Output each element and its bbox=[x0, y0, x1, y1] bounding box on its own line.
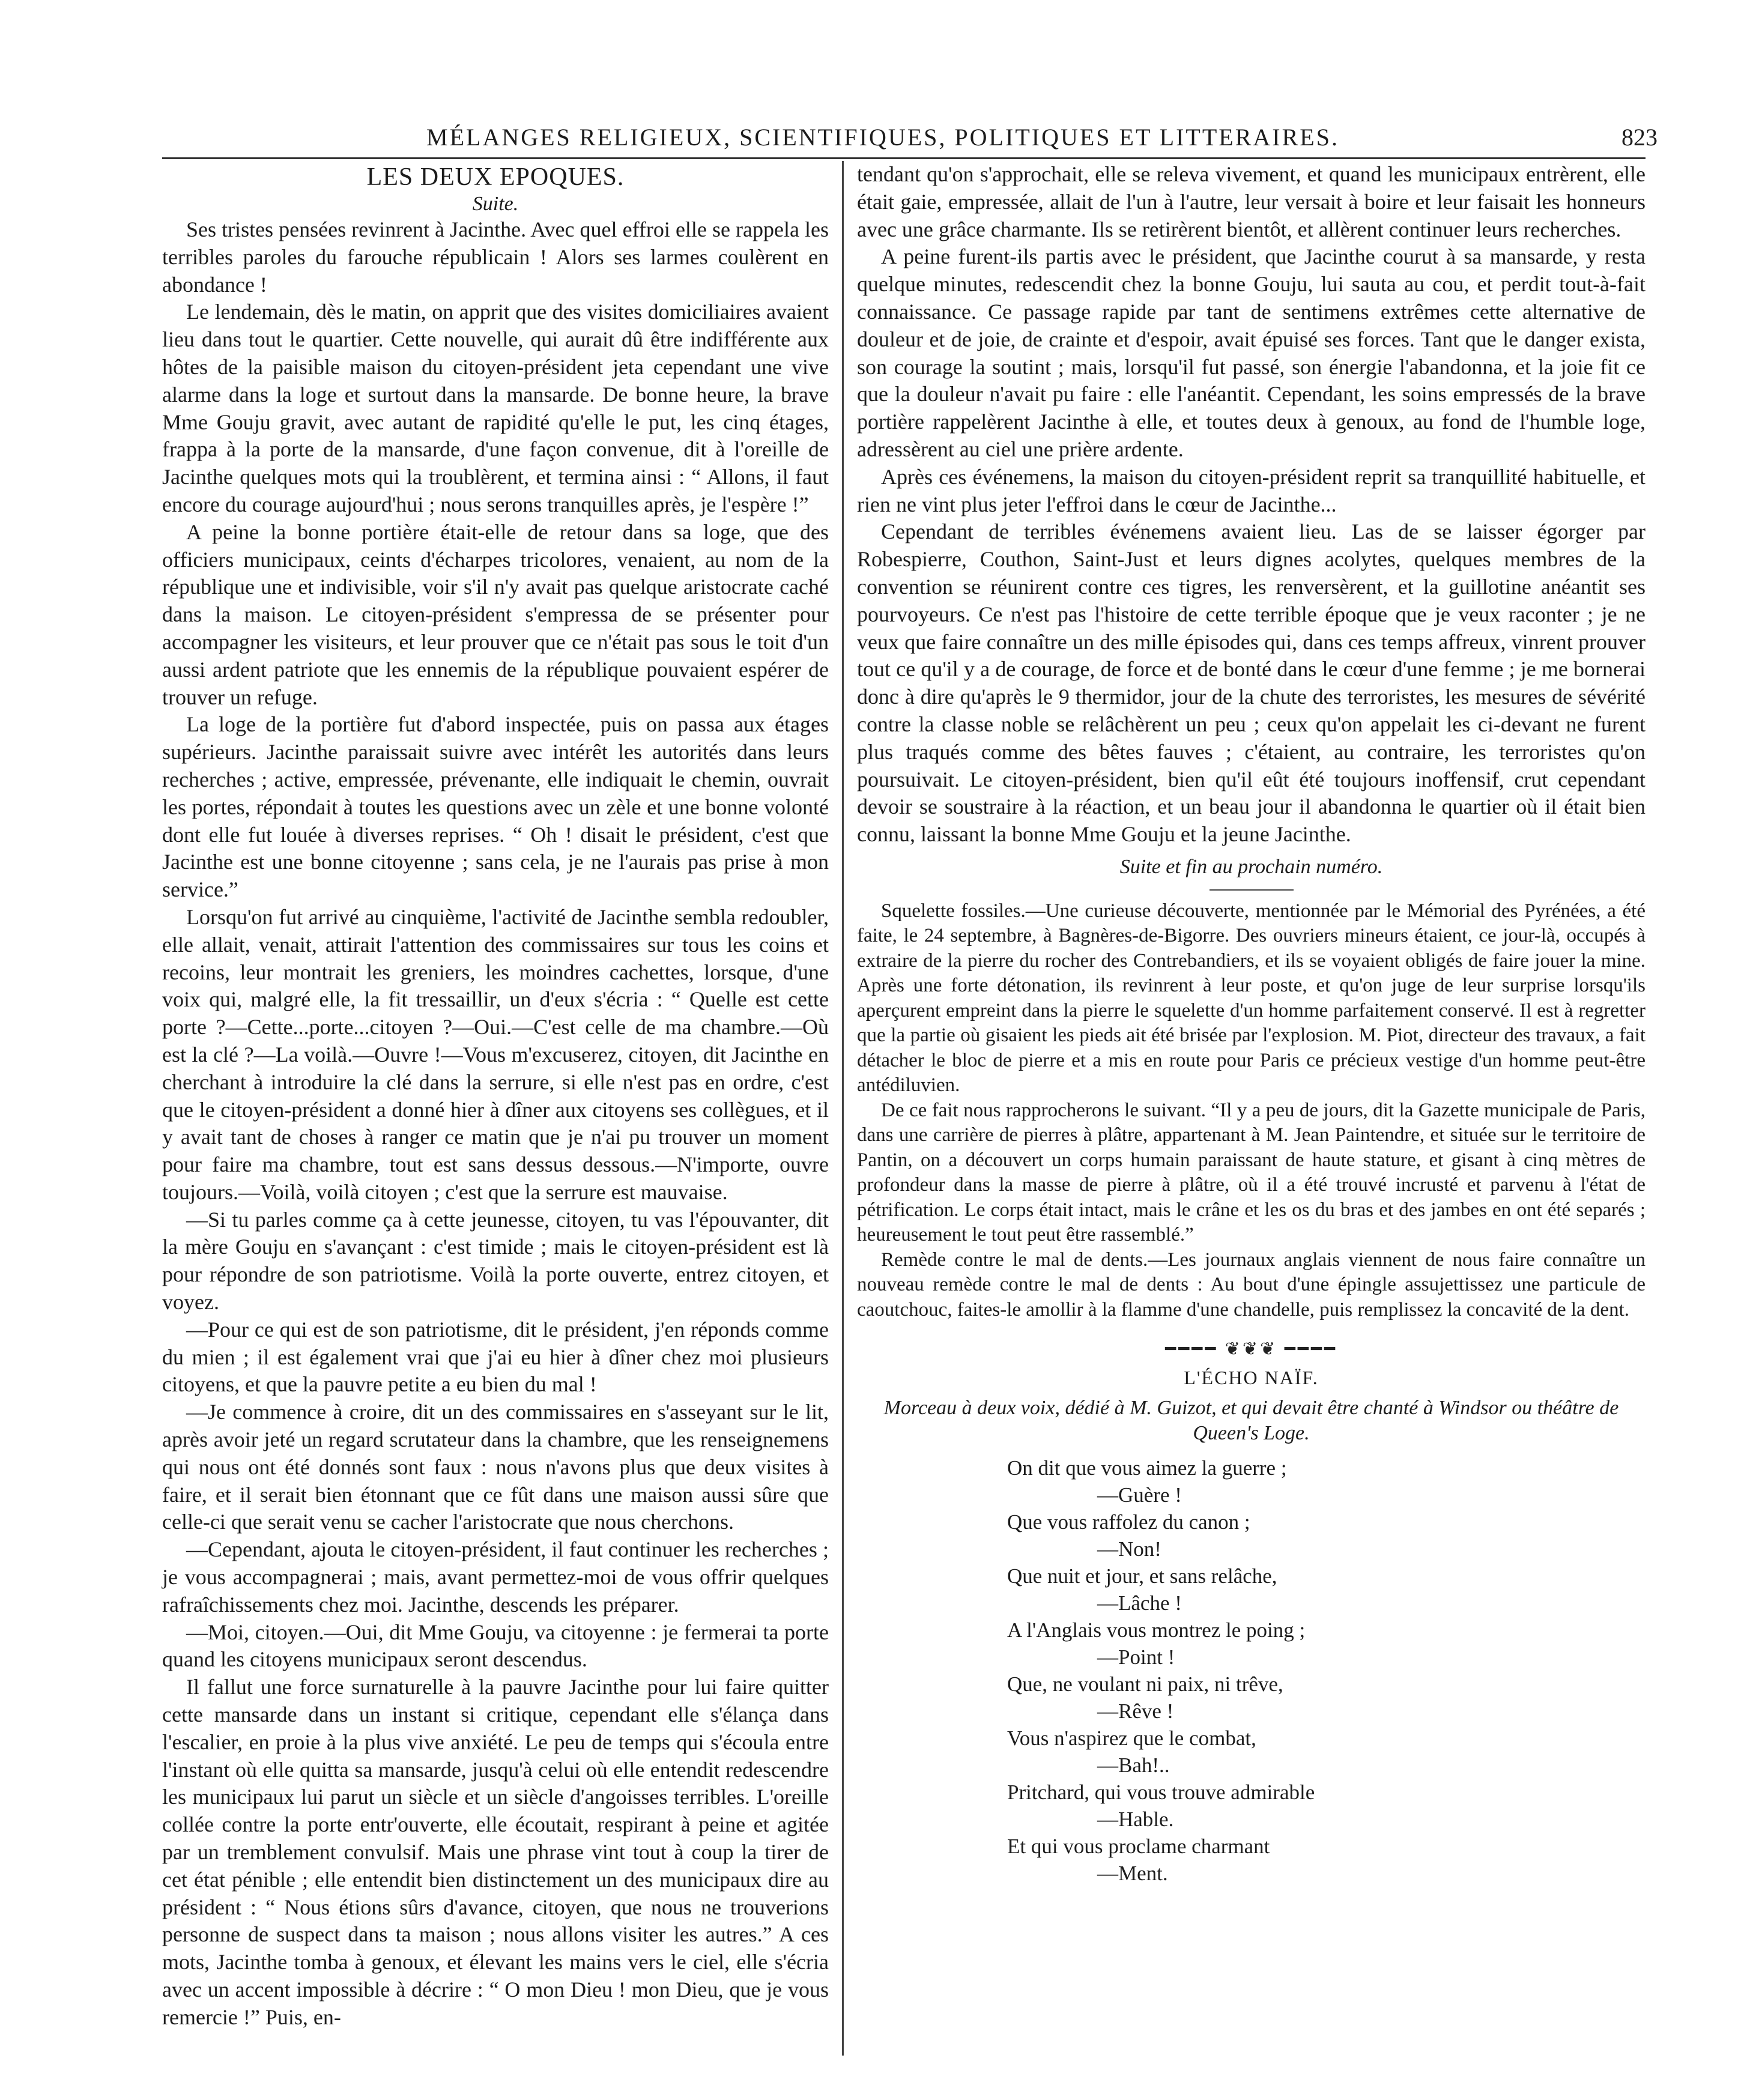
poem-echo: —Point ! bbox=[1097, 1645, 1175, 1669]
poem-verse: A l'Anglais vous montrez le poing ; bbox=[1007, 1618, 1306, 1642]
section-separator bbox=[1210, 889, 1294, 891]
news-item-pantin: De ce fait nous rapprocherons le suivant. “Il y a peu de jours, dit la Gazette municipale de Paris, dans une carrière de pierres à plâtre, appartenant à M. Jean Paintendre, et située sur le territoire de Pantin, on a découvert un corps humain paraissant de haute stature, et gisant à cinq mètres de profondeur dans la masse de pierre à plâtre, où il a été trouvé incrusté et parvenu à l'état de pétrification. Le corps était intact, mais le crâne et les os du bras et des jambes en ont été separés ; heureusement le tout peut être rassemblé.” bbox=[857, 1099, 1646, 1246]
paragraph: Ses tristes pensées revinrent à Jacinthe. Avec quel effroi elle se rappela les terribles paroles du farouche républicain ! Alors ses larmes coulèrent en abondance ! bbox=[162, 217, 829, 297]
paragraph: Cependant de terribles événemens avaient lieu. Las de se laisser égorger par Robespierre, Couthon, Saint-Just et leurs dignes acolytes, quelques membres de la convention se réunirent contre ces tigres, les renversèrent, et la guillotine anéantit ses pourvoyeurs. Ce n'est pas l'histoire de cette terrible époque que je veux raconter ; je ne veux que faire connaître un des mille épisodes qui, dans ces temps affreux, vinrent prouver tout ce qu'il y a de courage, de force et de bonté dans le cœur d'une femme ; je me bornerai donc à dire qu'après le 9 thermidor, jour de la chute des terroristes, les mesures de sévérité contre la classe noble se relâchèrent un peu ; ceux qu'on appelait les ci-devant ne furent plus traqués comme des bêtes fauves ; c'étaient, au contraire, les terroristes qu'on poursuivait. Le citoyen-président, bien qu'il eût été toujours inoffensif, crut cependant devoir se soustraire à la réaction, et un beau jour il abandonna le quartier où il était bien connu, laissant la bonne Mme Gouju et la jeune Jacinthe. bbox=[857, 519, 1646, 847]
paragraph: tendant qu'on s'approchait, elle se releva vivement, et quand les municipaux entrèrent, elle était gaie, empressée, allait de l'un à l'autre, leur versait à boire et leur faisait les honneurs avec une grâce charmante. Ils se retirèrent bientôt, et allèrent continuer leurs recherches. bbox=[857, 162, 1646, 241]
poem-verse: Pritchard, qui vous trouve admirable bbox=[1007, 1780, 1315, 1804]
continued-note: Suite et fin au prochain numéro. bbox=[1119, 855, 1383, 878]
paragraph: —Pour ce qui est de son patriotisme, dit le président, j'en réponds comme du mien ; il est également vrai que j'ai eu hier à dîner chez moi plusieurs citoyens, et que la pauvre petite a eu bien du mal ! bbox=[162, 1317, 829, 1397]
paragraph: Après ces événemens, la maison du citoyen-président reprit sa tranquillité habituelle, et rien ne vint plus jeter l'effroi dans le cœur de Jacinthe... bbox=[857, 464, 1646, 516]
poem bbox=[1007, 1454, 1646, 1887]
poem-verse: Et qui vous proclame charmant bbox=[1007, 1834, 1270, 1858]
article-title: LES DEUX EPOQUES. bbox=[366, 163, 625, 191]
poem-echo: —Non! bbox=[1097, 1537, 1161, 1561]
paragraph: La loge de la portière fut d'abord inspectée, puis on passa aux étages supérieurs. Jacinthe paraissait suivre avec intérêt les autorités dans leurs recherches ; active, empressée, prévenante, elle indiquait le chemin, ouvrait les portes, répondait à toutes les questions avec un zèle et une bonne volonté dont elle fut louée à diverses reprises. “ Oh ! disait le président, c'est que Jacinthe est une bonne citoyenne ; sans cela, je ne l'aurais pas prise à mon service.” bbox=[162, 712, 829, 902]
poem-verse: Vous n'aspirez que le combat, bbox=[1007, 1726, 1256, 1750]
paragraph: A peine furent-ils partis avec le président, que Jacinthe courut à sa mansarde, y resta quelque minutes, redescendit chez la bonne Gouju, lui sauta au cou, et perdit tout-à-fait connaissance. Ce passage rapide par tant de sentimens extrêmes cette alternative de douleur et de joie, de crainte et d'espoir, avait épuisé ses forces. Tant que le danger exista, son courage la soutint ; mais, lorsqu'il fut passé, son énergie l'abandonna, et la joie fit ce que la douleur n'avait pu faire : elle l'anéantit. Cependant, les soins empressés de la brave portière rappelèrent Jacinthe à elle, et toutes deux à genoux, au fond de l'humble loge, adressèrent au ciel une prière ardente. bbox=[857, 244, 1646, 461]
poem-verse: Que vous raffolez du canon ; bbox=[1007, 1510, 1250, 1534]
right-column bbox=[857, 161, 1646, 1887]
poem-verse: On dit que vous aimez la guerre ; bbox=[1007, 1456, 1287, 1480]
page-number: 823 bbox=[1621, 124, 1658, 151]
header-rule bbox=[162, 157, 1646, 159]
paragraph: A peine la bonne portière était-elle de retour dans sa loge, que des officiers municipaux, ceints d'écharpes tricolores, venaient, au nom de la république une et indivisible, voir s'il n'y avait pas quelque aristocrate caché dans la maison. Le citoyen-président s'empressa de se présenter pour accompagner les visiteurs, et leur prouver que ce n'était pas sous le toit d'un aussi ardent patriote que les ennemis de la république pouvaient espérer de trouver un refuge. bbox=[162, 519, 829, 709]
poem-echo: —Rêve ! bbox=[1097, 1699, 1174, 1723]
left-column bbox=[162, 161, 829, 2032]
paragraph: Lorsqu'on fut arrivé au cinquième, l'activité de Jacinthe sembla redoubler, elle allait, venait, attirait l'attention des commissaires sur tous les coins et recoins, leur montrait les greniers, les moindres cachettes, lorsque, d'une voix qui, malgré elle, la fit tressaillir, un d'eux s'écria : “ Quelle est cette porte ?—Cette...porte...citoyen ?—Oui.—C'est celle de ma chambre.—Où est la clé ?—La voilà.—Ouvre !—Vous m'excuserez, citoyen, dit Jacinthe en cherchant à introduire la clé dans la serrure, si elle n'est pas en ordre, c'est que le citoyen-président a donné hier à dîner aux citoyens ses collègues, et il y avait tant de choses à ranger ce matin que je n'ai pu trouver un moment pour faire ma chambre, tout est sans dessus dessous.—N'importe, ouvre toujours.—Voilà, voilà citoyen ; c'est que la serrure est mauvaise. bbox=[162, 904, 829, 1204]
news-section bbox=[857, 899, 1646, 1323]
paragraph: Il fallut une force surnaturelle à la pauvre Jacinthe pour lui faire quitter cette mansarde dans un instant si critique, cependant elle s'élança dans l'escalier, en proie à la plus vive anxiété. Le peu de temps qui s'écoula entre l'instant où elle quitta sa mansarde, jusqu'à celui où elle entendit redescendre les municipaux lui parut un siècle et un siècle d'angoisses terribles. L'oreille collée contre la porte entr'ouverte, elle écoutait, respirant à peine et agitée par un tremblement convulsif. Mais une phrase vint tout à coup la tirer de cet état pénible ; elle entendit bien distinctement un des municipaux dire au président : “ Nous étions sûrs d'avance, citoyen, que nous ne trouverions personne de suspect dans ta maison ; nous allons visiter les autres.” A ces mots, Jacinthe tomba à genoux, et élevant les mains vers le ciel, elle s'écria avec un accent impossible à décrire : “ O mon Dieu ! mon Dieu, que je vous remercie !” Puis, en- bbox=[162, 1675, 829, 2029]
column-rule bbox=[842, 161, 844, 2056]
poem-verse: Que nuit et jour, et sans relâche, bbox=[1007, 1564, 1277, 1588]
poem-dedication: Morceau à deux voix, dédié à M. Guizot, et qui devait être chanté à Windsor ou théâtre de Queen's Loge. bbox=[883, 1396, 1619, 1444]
paragraph: —Moi, citoyen.—Oui, dit Mme Gouju, va citoyenne : je fermerai ta porte quand les citoyens municipaux seront descendus. bbox=[162, 1620, 829, 1672]
paragraph: —Si tu parles comme ça à cette jeunesse, citoyen, tu vas l'épouvanter, dit la mère Gouju en s'avançant : c'est timide ; mais le citoyen-président est là pour répondre de son patriotisme. Voilà la porte ouverte, entrez citoyen, et voyez. bbox=[162, 1207, 829, 1315]
news-item-fossils: Squelette fossiles.—Une curieuse découverte, mentionnée par le Mémorial des Pyrénées, a été faite, le 24 septembre, à Bagnères-de-Bigorre. Des ouvriers mineurs étaient, ce jour-là, occupés à extraire de la pierre du rocher des Contrebandiers, et ils se voyaient obligés de faire jouer la mine. Après une forte détonation, ils revinrent à leur poste, et qu'on juge de leur surprise lorsqu'ils aperçurent empreint dans la pierre le squelette d'un homme parfaitement conservé. Il est à regretter que la partie où gisaient les pieds ait été brisée par l'explosion. M. Piot, directeur des travaux, a fait détacher le bloc de pierre et a mis en route pour Paris ce précieux vestige d'un homme peut-être antédiluvien. bbox=[857, 900, 1646, 1097]
poem-echo: —Lâche ! bbox=[1097, 1591, 1182, 1615]
running-title: MÉLANGES RELIGIEUX, SCIENTIFIQUES, POLITIQUES ET LITTERAIRES. bbox=[426, 124, 1339, 151]
paragraph: —Cependant, ajouta le citoyen-président, il faut continuer les recherches ; je vous accompagnerai ; mais, avant permettez-moi de vous offrir quelques rafraîchissements chez moi. Jacinthe, descends les préparer. bbox=[162, 1537, 829, 1617]
poem-echo: —Bah!.. bbox=[1097, 1753, 1170, 1777]
paragraph: Le lendemain, dès le matin, on apprit que des visites domiciliaires avaient lieu dans tout le quartier. Cette nouvelle, qui aurait dû être indifférente aux hôtes de la paisible maison du citoyen-président jeta cependant une vive alarme dans la loge et surtout dans la mansarde. De bonne heure, la brave Mme Gouju gravit, avec autant de rapidité qu'elle le put, les cinq étages, frappa à la porte de la mansarde, d'une façon convenue, dit à l'oreille de Jacinthe quelques mots qui la troublèrent, et termina ainsi : “ Allons, il faut encore du courage aujourd'hui ; nous serons tranquilles après, je l'espère !” bbox=[162, 300, 829, 516]
paragraph: —Je commence à croire, dit un des commissaires en s'asseyant sur le lit, après avoir jeté un regard scrutateur dans la chambre, que les renseignemens qui nous ont été donnés sont faux : nous n'avons plus que deux visites à faire, et il serait bien étonnant que ce fût dans une maison aussi sûre que celle-ci que serait venu se cacher l'aristocrate que nous cherchons. bbox=[162, 1400, 829, 1534]
poem-echo: —Ment. bbox=[1097, 1861, 1168, 1885]
poem-verse: Que, ne voulant ni paix, ni trêve, bbox=[1007, 1672, 1283, 1696]
news-item-toothache: Remède contre le mal de dents.—Les journaux anglais viennent de nous faire connaître un nouveau remède contre le mal de dents : Au bout d'une épingle assujettissez une particule de caoutchouc, faites-le amollir à la flamme d'une chandelle, puis remplissez la concavité de la dent. bbox=[857, 1248, 1646, 1321]
poem-echo: —Guère ! bbox=[1097, 1483, 1182, 1507]
article-subtitle: Suite. bbox=[472, 193, 519, 215]
poem-title: L'ÉCHO NAÏF. bbox=[1184, 1367, 1319, 1389]
ornament-divider: ━━━━ ❦❦❦ ━━━━ bbox=[1165, 1339, 1337, 1360]
poem-echo: —Hable. bbox=[1097, 1807, 1174, 1831]
